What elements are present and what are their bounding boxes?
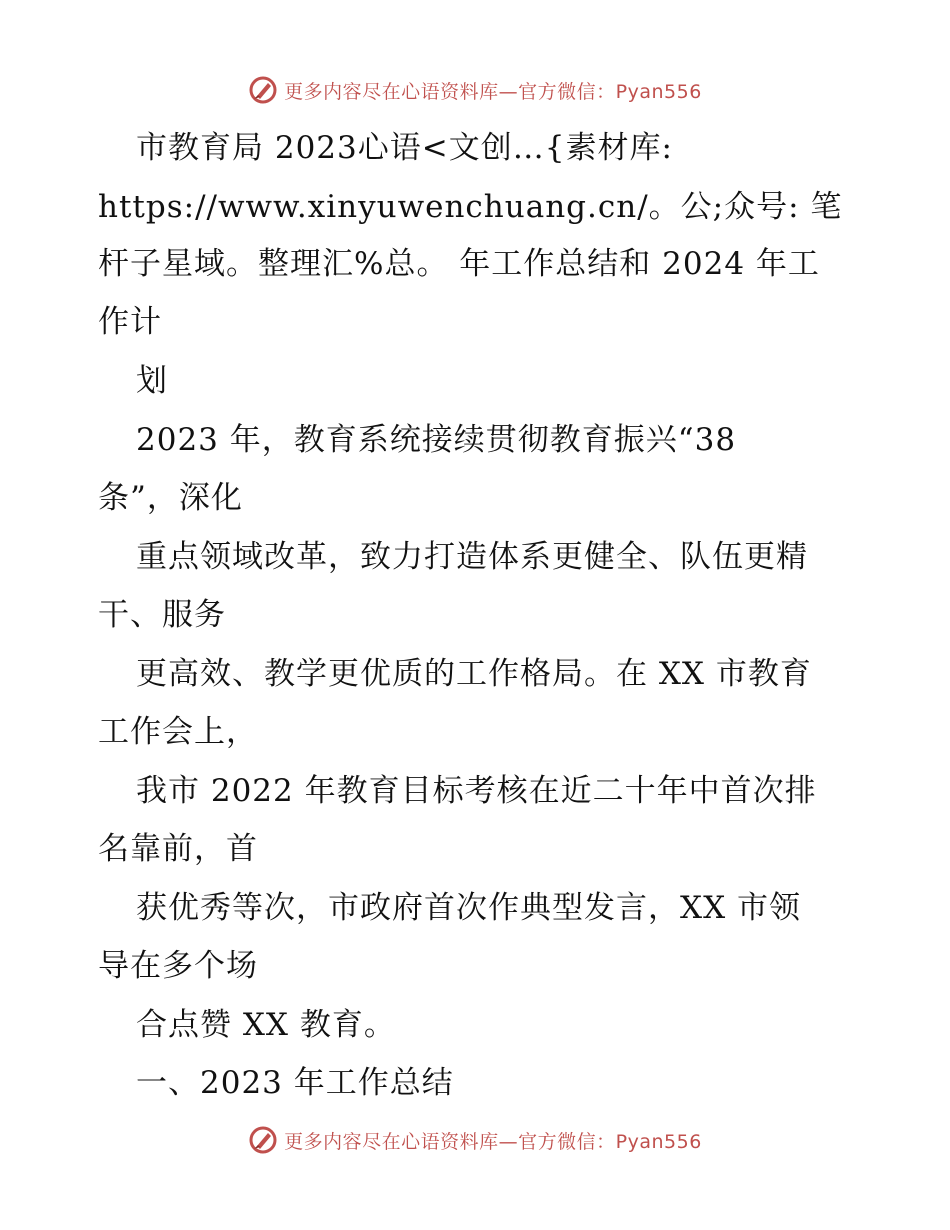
body-line: 重点领域改革，致力打造体系更健全、队伍更精: [136, 539, 808, 575]
footer-banner: [0, 1120, 950, 1160]
body-line: 我市 2022 年教育目标考核在近二十年中首次排: [136, 773, 817, 809]
body-line: 市教育局 2023心语<文创…{素材库:: [136, 130, 673, 166]
section-heading: 一、2023 年工作总结: [136, 1065, 454, 1101]
body-line: 条”，深化: [98, 480, 243, 516]
body-line: 干、服务: [98, 597, 226, 633]
body-line: 杆子星域。整理汇%总。 年工作总结和 2024 年工: [98, 246, 820, 282]
pen-logo-icon: [248, 1125, 278, 1155]
body-line: 名靠前，首: [98, 831, 258, 867]
header-banner-text: 更多内容尽在心语资料库—官方微信：Pyan556: [284, 80, 702, 103]
body-line: 更高效、教学更优质的工作格局。在 XX 市教育: [136, 656, 812, 692]
body-line: 导在多个场: [98, 948, 258, 984]
footer-banner-text: 更多内容尽在心语资料库—官方微信：Pyan556: [284, 1130, 702, 1153]
body-line: 划: [136, 363, 168, 399]
body-line: 合点赞 XX 教育。: [136, 1007, 396, 1043]
body-line: 获优秀等次，市政府首次作典型发言，XX 市领: [136, 890, 801, 926]
body-line: 2023 年，教育系统接续贯彻教育振兴“38: [136, 422, 737, 458]
body-line: https://www.xinyuwenchuang.cn/。公;众号: 笔: [98, 189, 843, 225]
body-line: 作计: [98, 304, 162, 340]
body-line: 工作会上，: [98, 714, 258, 750]
